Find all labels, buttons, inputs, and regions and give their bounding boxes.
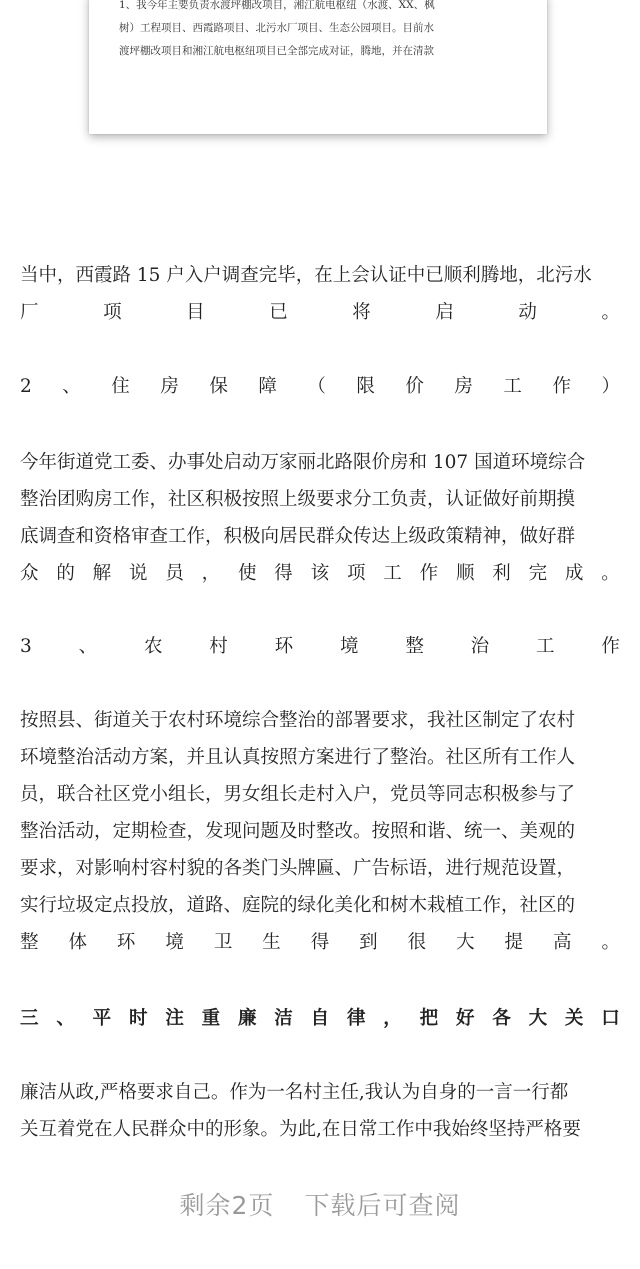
glyph: 顺	[455, 563, 475, 584]
glyph: 三	[20, 1008, 39, 1029]
glyph: 3	[20, 636, 32, 657]
glyph: 治	[470, 636, 490, 657]
glyph: 整	[405, 636, 424, 657]
glyph: 障	[258, 376, 277, 397]
glyph: 项	[346, 563, 366, 584]
glyph: 平	[92, 1008, 112, 1029]
paragraph-line: 关互着党在人民群众中的形象。为此,在日常工作中我始终坚持严格要	[20, 1119, 581, 1140]
glyph: 的	[56, 563, 75, 584]
glyph: 。	[601, 302, 620, 323]
glyph: 、	[56, 1008, 75, 1029]
remaining-pages-prompt[interactable]	[0, 1186, 640, 1222]
glyph: 2	[20, 376, 32, 397]
glyph: 将	[352, 302, 371, 323]
glyph: 作	[552, 376, 571, 397]
paragraph-line: 廉洁从政,严格要求自己。作为一名村主任,我认为自身的一言一行都	[20, 1082, 569, 1103]
glyph: 环	[116, 932, 136, 953]
glyph: 得	[274, 563, 293, 584]
glyph: 员	[165, 563, 184, 584]
paragraph-line: 底调查和资格审查工作，积极向居民群众传达上级政策精神，做好群	[20, 526, 576, 547]
glyph: 关	[564, 1008, 584, 1029]
glyph: 启	[435, 302, 454, 323]
paragraph-line: 按照县、街道关于农村环境综合整治的部署要求，我社区制定了农村	[20, 710, 576, 731]
section-heading-integrity	[20, 1003, 620, 1035]
glyph: ）	[601, 376, 620, 397]
preview-line: 渡坪棚改项目和湘江航电枢纽项目已全部完成对证，腾地，并在清款	[119, 45, 434, 57]
glyph: 卫	[213, 932, 233, 953]
glyph: 。	[601, 563, 620, 584]
glyph: （	[307, 376, 326, 397]
glyph: 、	[62, 376, 81, 397]
glyph: 注	[165, 1008, 184, 1029]
glyph: 廉	[237, 1008, 257, 1029]
glyph: 厂	[20, 302, 39, 323]
glyph: 该	[310, 563, 330, 584]
glyph: 作	[601, 636, 620, 657]
glyph: 农	[143, 636, 163, 657]
glyph: 境	[165, 932, 184, 953]
glyph: 好	[455, 1008, 475, 1029]
glyph: 、	[78, 636, 98, 657]
glyph: 到	[359, 932, 378, 953]
glyph: 使	[237, 563, 257, 584]
glyph: 工	[383, 563, 402, 584]
glyph: 提	[504, 932, 524, 953]
glyph: ，	[383, 1008, 402, 1029]
glyph: 律	[346, 1008, 366, 1029]
glyph: 高	[552, 932, 572, 953]
glyph: 。	[601, 932, 620, 953]
glyph: 洁	[274, 1008, 293, 1029]
glyph: 工	[536, 636, 555, 657]
glyph: 重	[201, 1008, 221, 1029]
glyph: 工	[503, 376, 522, 397]
paragraph-line: 要求，对影响村容村貌的各类门头牌匾、广告标语，进行规范设置，	[20, 858, 576, 879]
glyph: 自	[310, 1008, 330, 1029]
section-heading-housing	[20, 371, 620, 403]
glyph: 环	[274, 636, 294, 657]
paragraph-line: 整治活动，定期检查，发现问题及时整改。按照和谐、统一、美观的	[20, 821, 576, 842]
paragraph-line: 今年街道党工委、办事处启动万家丽北路限价房和 107 国道环境综合	[20, 452, 586, 473]
glyph: 得	[310, 932, 330, 953]
glyph: 房	[454, 376, 473, 397]
glyph: 解	[92, 563, 112, 584]
glyph: 作	[419, 563, 439, 584]
glyph: 时	[128, 1008, 148, 1029]
paragraph-line: 员，联合社区党小组长，男女组长走村入户，党员等同志积极参与了	[20, 784, 576, 805]
glyph: 大	[528, 1008, 548, 1029]
glyph: 目	[186, 302, 205, 323]
glyph: 项	[103, 302, 122, 323]
glyph: 大	[456, 932, 475, 953]
paragraph-line-justified	[20, 297, 620, 329]
preview-line: 1、我今年主要负责水渡坪棚改项目，湘江航电枢纽（水渡、XX、枫	[119, 0, 435, 11]
download-hint-label: 下载后可查阅	[304, 1191, 461, 1220]
glyph: 已	[269, 302, 288, 323]
remaining-pages-label: 剩余2页	[179, 1191, 275, 1220]
paragraph-line: 当中，西霞路 15 户入户调查完毕，在上会认证中已顺利腾地，北污水	[20, 265, 592, 286]
glyph: 房	[160, 376, 179, 397]
document-page-preview	[89, 0, 547, 134]
glyph: 各	[492, 1008, 511, 1029]
glyph: ，	[201, 563, 221, 584]
glyph: 保	[209, 376, 228, 397]
glyph: 价	[405, 376, 424, 397]
glyph: 体	[68, 932, 87, 953]
paragraph-line: 实行垃圾定点投放，道路、庭院的绿化美化和树木栽植工作，社区的	[20, 895, 576, 916]
glyph: 众	[20, 563, 39, 584]
paragraph-line-justified	[20, 927, 620, 959]
paragraph-line-justified	[20, 558, 620, 590]
glyph: 住	[111, 376, 130, 397]
glyph: 限	[356, 376, 375, 397]
glyph: 村	[209, 636, 228, 657]
glyph: 利	[492, 563, 511, 584]
glyph: 成	[564, 563, 584, 584]
glyph: 生	[262, 932, 281, 953]
glyph: 把	[419, 1008, 439, 1029]
glyph: 说	[128, 563, 148, 584]
preview-text	[119, 0, 524, 63]
glyph: 整	[20, 932, 39, 953]
glyph: 境	[339, 636, 359, 657]
preview-line: 树）工程项目、西霞路项目、北污水厂项目、生态公园项目。目前水	[119, 22, 434, 34]
paragraph-line: 整治团购房工作，社区积极按照上级要求分工负责，认证做好前期摸	[20, 489, 576, 510]
paragraph-line: 环境整治活动方案，并且认真按照方案进行了整治。社区所有工作人	[20, 747, 576, 768]
glyph: 口	[601, 1008, 620, 1029]
glyph: 很	[407, 932, 427, 953]
section-heading-rural	[20, 631, 620, 663]
glyph: 动	[518, 302, 537, 323]
glyph: 完	[528, 563, 548, 584]
